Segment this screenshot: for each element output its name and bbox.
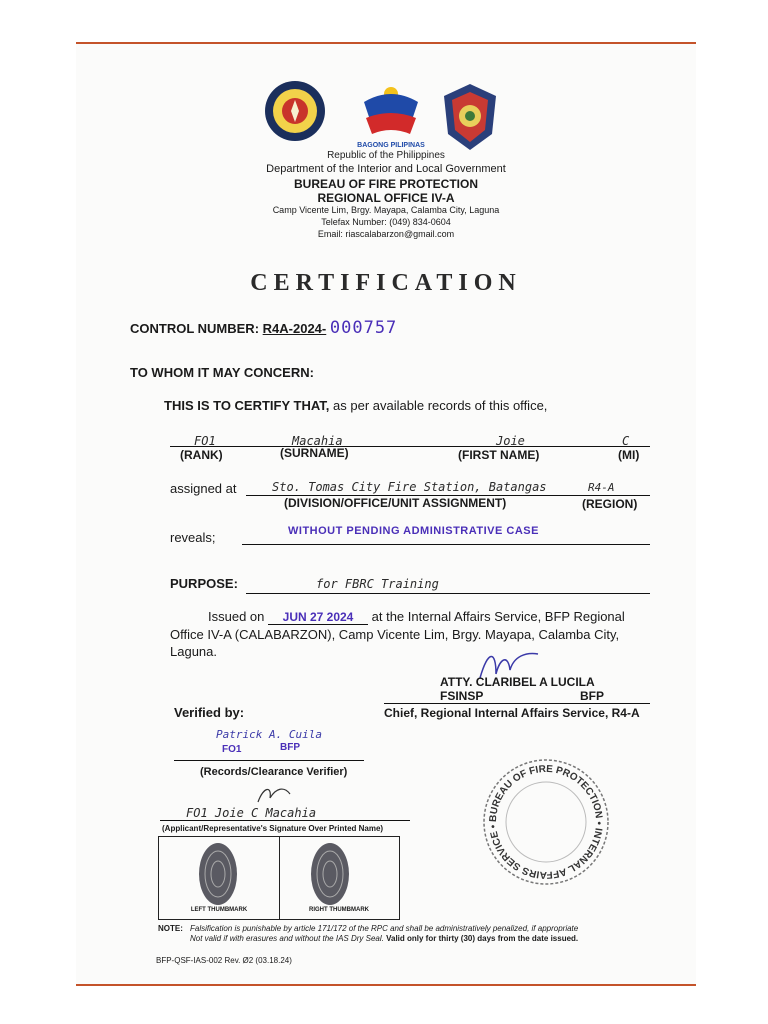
applicant-line: [160, 820, 410, 821]
verified-by-label: Verified by:: [174, 705, 245, 720]
ias-dry-seal: [480, 756, 612, 888]
email-text: Email: riascalabarzon@gmail.com: [317, 229, 455, 239]
salutation: TO WHOM IT MAY CONCERN:: [130, 365, 314, 380]
verifier-line: [174, 760, 364, 761]
unit-assignment-label: (DIVISION/OFFICE/UNIT ASSIGNMENT): [284, 496, 507, 510]
reveals-line: [242, 544, 650, 545]
signatory-org: BFP: [580, 689, 604, 703]
mi-label: (MI): [618, 448, 640, 462]
control-number-row: [130, 318, 397, 338]
regional-office-text: REGIONAL OFFICE IV-A: [317, 191, 455, 205]
note-line2-bold: Valid only for thirty (30) days from the date issued.: [386, 934, 579, 943]
page-title: CERTIFICATION: [250, 270, 522, 296]
right-thumbmark-label: RIGHT THUMBMARK: [309, 907, 369, 913]
note-line-1: Falsification is punishable by article 171/172 of the RPC and shall be administratively penalized, if appropriate: [190, 924, 579, 933]
bfp-seal-logo: [264, 80, 326, 142]
verifier-caption: (Records/Clearance Verifier): [200, 766, 348, 778]
verifier-rank: FO1: [222, 744, 242, 755]
thumbmark-box: [158, 836, 400, 920]
certify-bold: THIS IS TO CERTIFY THAT,: [164, 398, 330, 413]
issued-line1-rest: at the Internal Affairs Service, BFP Regional: [371, 609, 625, 624]
reveals-stamp: WITHOUT PENDING ADMINISTRATIVE CASE: [288, 525, 539, 537]
republic-text: Republic of the Philippines: [327, 150, 445, 161]
unit-assignment-value: Sto. Tomas City Fire Station, Batangas: [272, 480, 547, 494]
surname-label: (SURNAME): [280, 446, 349, 460]
signatory-line: [384, 703, 650, 704]
issued-date-stamp: JUN 27 2024: [268, 610, 368, 625]
applicant-caption: (Applicant/Representative's Signature Over Printed Name): [162, 824, 384, 833]
applicant-name: FO1 Joie C Macahia: [186, 806, 317, 820]
issued-prefix: Issued on: [208, 609, 265, 624]
bagong-pilipinas-text: BAGONG PILIPINAS: [357, 142, 425, 149]
department-text: Department of the Interior and Local Government: [266, 163, 506, 175]
left-thumbprint: [197, 841, 239, 907]
certify-line: [164, 398, 547, 413]
address-text: Camp Vicente Lim, Brgy. Mayapa, Calamba City, Laguna: [272, 205, 500, 215]
right-thumbprint: [309, 841, 351, 907]
first-name-label: (FIRST NAME): [458, 448, 540, 462]
region-value: R4-A: [588, 481, 615, 494]
verifier-name: Patrick A. Cuila: [216, 728, 322, 741]
dry-seal-text: BUREAU OF FIRE PROTECTION • INTERNAL AFFAIRS SERVICE •: [487, 763, 605, 881]
issued-line-2: Office IV-A (CALABARZON), Camp Vicente Lim, Brgy. Mayapa, Calamba City,: [170, 627, 620, 642]
telefax-text: Telefax Number: (049) 834-0604: [321, 217, 451, 227]
first-name-value: Joie: [496, 434, 525, 448]
issued-line-1: [208, 609, 625, 625]
issued-line-3: Laguna.: [170, 644, 217, 659]
note-line-2: [190, 934, 578, 944]
note-label: NOTE:: [158, 924, 183, 933]
certificate-page: [76, 42, 696, 986]
certify-rest: as per available records of this office,: [333, 398, 548, 413]
signatory-position: Chief, Regional Internal Affairs Service, R4-A: [384, 706, 640, 720]
rank-label: (RANK): [180, 448, 223, 462]
region-label: (REGION): [582, 497, 638, 511]
signatory-rank: FSINSP: [440, 689, 484, 703]
note-line2-italic: Not valid if with erasures and without the IAS Dry Seal.: [190, 934, 384, 943]
reveals-label: reveals;: [170, 530, 216, 545]
surname-value: Macahia: [292, 434, 343, 448]
purpose-label: PURPOSE:: [170, 576, 238, 591]
purpose-line: [246, 593, 650, 594]
name-line: [170, 446, 650, 447]
form-code: BFP-QSF-IAS-002 Rev. Ø2 (03.18.24): [156, 956, 292, 965]
control-number-value: 000757: [329, 318, 398, 338]
applicant-signature: [254, 782, 294, 806]
left-thumbmark-label: LEFT THUMBMARK: [190, 907, 248, 913]
signatory-name: ATTY. CLARIBEL A LUCILA: [440, 675, 595, 689]
purpose-value: for FBRC Training: [316, 577, 439, 591]
svg-text:BUREAU OF FIRE PROTECTION • IN: [488, 764, 604, 880]
middle-initial-value: C: [622, 434, 630, 448]
bureau-text: BUREAU OF FIRE PROTECTION: [293, 177, 478, 191]
bagong-pilipinas-logo: [360, 72, 422, 144]
rank-value: FO1: [194, 434, 216, 448]
assigned-at-label: assigned at: [170, 481, 237, 496]
verifier-org: BFP: [280, 742, 300, 753]
control-number-label: CONTROL NUMBER:: [130, 321, 260, 336]
dilg-badge-logo: [442, 82, 498, 152]
control-number-prefix: R4A-2024-: [262, 321, 327, 336]
